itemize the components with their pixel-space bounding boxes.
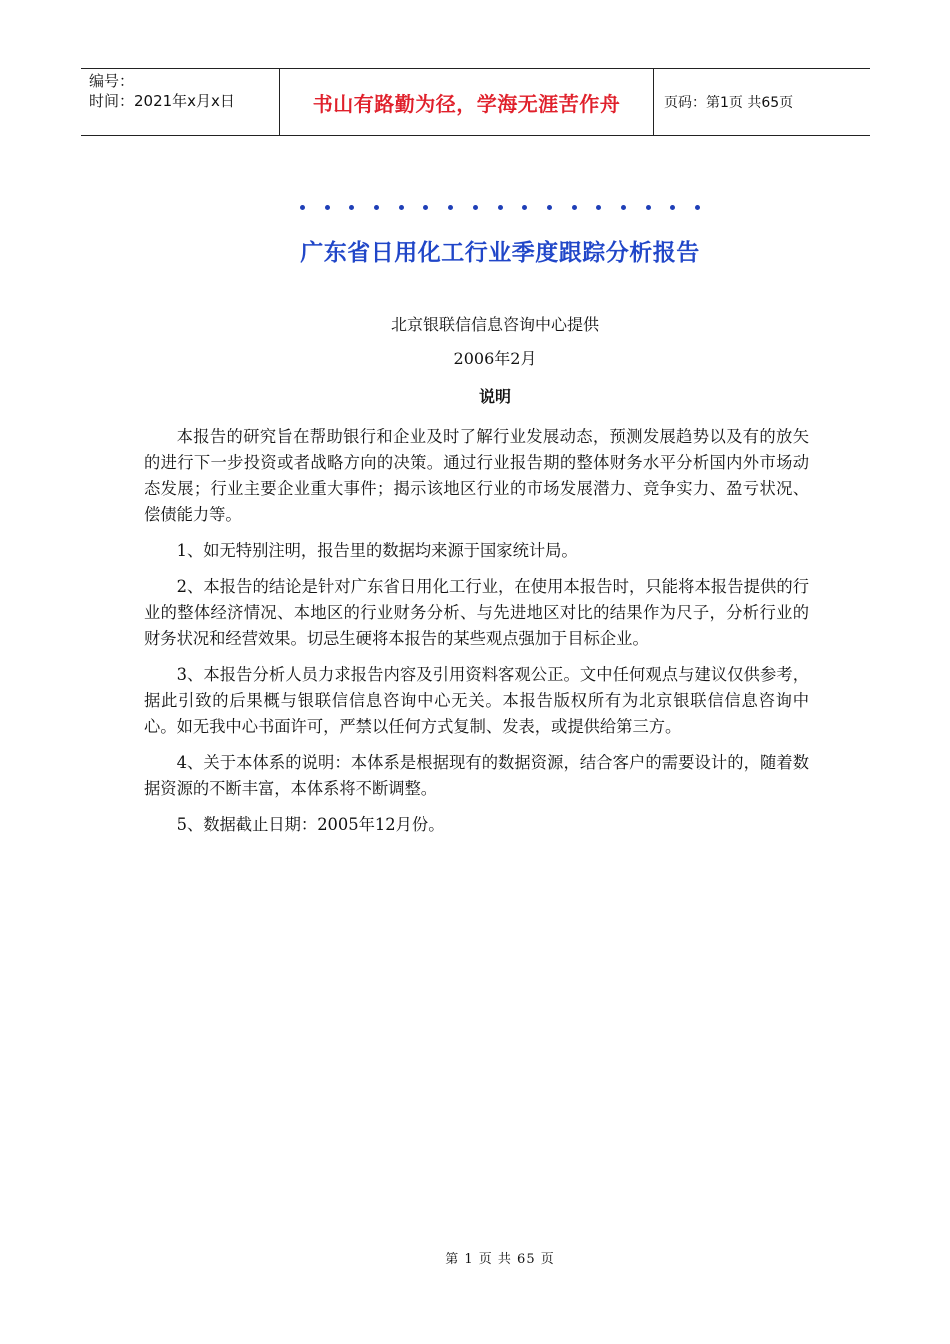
motto: 书山有路勤为径，学海无涯苦作舟 — [280, 69, 654, 135]
report-date: 2006年2月 — [453, 349, 537, 368]
emphasis-dot — [423, 205, 428, 210]
paragraph-3: 3、本报告分析人员力求报告内容及引用资料客观公正。文中任何观点与建议仅供参考，据此引致的后果概与银联信信息咨询中心无关。本报告版权所有为北京银联信信息咨询中心。如无我中心书面许可，严禁以任何方式复制、发表，或提供给第三方。 — [144, 665, 809, 736]
emphasis-dot — [695, 205, 700, 210]
emphasis-dot — [349, 205, 354, 210]
emphasis-dot — [473, 205, 478, 210]
paragraph-intro: 本报告的研究旨在帮助银行和企业及时了解行业发展动态，预测发展趋势以及有的放矢的进行下一步投资或者战略方向的决策。通过行业报告期的整体财务水平分析国内外市场动态发展；行业主要企业重大事件；揭示该地区行业的市场发展潜力、竞争实力、盈亏状况、偿债能力等。 — [144, 427, 809, 524]
emphasis-dot — [325, 205, 330, 210]
document-header — [81, 68, 870, 136]
page-info: 页码：第1页 共65页 — [664, 95, 794, 111]
paragraph-2: 2、本报告的结论是针对广东省日用化工行业，在使用本报告时，只能将本报告提供的行业的整体经济情况、本地区的行业财务分析、与先进地区对比的结果作为尺子，分析行业的财务状况和经营效果。切忌生硬将本报告的某些观点强加于目标企业。 — [144, 577, 809, 648]
provider-line: 北京银联信信息咨询中心提供 — [390, 315, 599, 334]
number-label: 编号： — [89, 72, 135, 90]
emphasis-dot — [621, 205, 626, 210]
emphasis-dot — [670, 205, 675, 210]
section-heading: 说明 — [478, 387, 511, 406]
header-meta-cell — [81, 69, 280, 135]
emphasis-dot — [448, 205, 453, 210]
paragraph-1: 1、如无特别注明，报告里的数据均来源于国家统计局。 — [176, 541, 578, 560]
emphasis-dot — [374, 205, 379, 210]
page-footer: 第 1 页 共 65 页 — [445, 1252, 555, 1267]
emphasis-dot — [498, 205, 503, 210]
body-text — [144, 424, 809, 848]
emphasis-dot — [522, 205, 527, 210]
emphasis-dot — [300, 205, 305, 210]
report-title: 广东省日用化工行业季度跟踪分析报告 — [300, 240, 700, 266]
time-label: 时间：2021年x月x日 — [89, 92, 235, 110]
emphasis-dot — [547, 205, 552, 210]
emphasis-dot — [399, 205, 404, 210]
title-emphasis-dots — [300, 205, 700, 210]
paragraph-4: 4、关于本体系的说明：本体系是根据现有的数据资源，结合客户的需要设计的，随着数据资源的不断丰富，本体系将不断调整。 — [144, 753, 809, 798]
emphasis-dot — [572, 205, 577, 210]
emphasis-dot — [646, 205, 651, 210]
paragraph-5: 5、数据截止日期：2005年12月份。 — [176, 815, 445, 834]
emphasis-dot — [596, 205, 601, 210]
